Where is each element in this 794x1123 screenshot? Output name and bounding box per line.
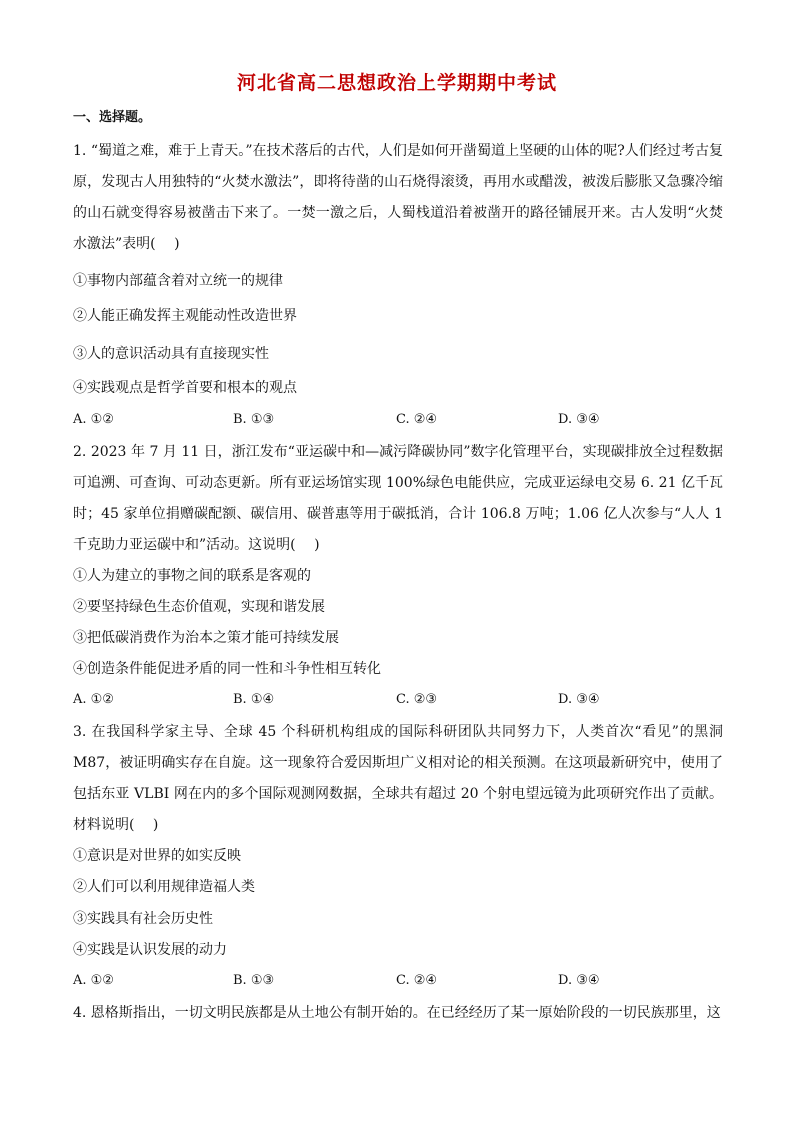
- answer-choice-b: B. ①③: [233, 973, 275, 988]
- question-2-option-2: ②要坚持绿色生态价值观，实现和谐发展: [73, 599, 325, 615]
- question-2-answers: [73, 690, 723, 710]
- section-heading: 一、选择题。: [73, 110, 152, 125]
- answer-choice-a: A. ①②: [73, 692, 114, 707]
- answer-choice-c: C. ②④: [396, 973, 438, 988]
- question-1-option-1: ①事物内部蕴含着对立统一的规律: [73, 273, 283, 289]
- question-3-option-3: ③实践具有社会历史性: [73, 911, 213, 927]
- question-3-option-1: ①意识是对世界的如实反映: [73, 848, 241, 864]
- answer-choice-c: C. ②④: [396, 412, 438, 427]
- question-4-stem: 4. 恩格斯指出，一切文明民族都是从土地公有制开始的。在已经经历了某一原始阶段的一切民族那里，这: [73, 1005, 721, 1021]
- question-2-option-1: ①人为建立的事物之间的联系是客观的: [73, 568, 311, 584]
- answer-choice-d: D. ③④: [558, 973, 600, 988]
- answer-choice-d: D. ③④: [558, 692, 600, 707]
- answer-choice-c: C. ②③: [396, 692, 438, 707]
- question-3-answers: [73, 971, 723, 991]
- question-2-option-4: ④创造条件能促进矛盾的同一性和斗争性相互转化: [73, 661, 381, 677]
- answer-choice-b: B. ①③: [233, 412, 275, 427]
- question-1-answers: [73, 410, 723, 430]
- question-3-option-4: ④实践是认识发展的动力: [73, 942, 227, 958]
- question-2-stem: 2. 2023 年 7 月 11 日，浙江发布“亚运碳中和—减污降碳协同”数字化管理平台，实现碳排放全过程数据可追溯、可查询、可动态更新。所有亚运场馆实现 100%绿色电能供应，完成亚运绿电交易 6. 21 亿千瓦时；45 家单位捐赠碳配额、碳信用、碳普惠等用于碳抵消，合计 106.8 万吨；1.06 亿人次参与“人人 1 千克助力亚运碳中和”活动。这说明( ): [73, 444, 723, 553]
- question-1-option-2: ②人能正确发挥主观能动性改造世界: [73, 308, 297, 324]
- answer-choice-d: D. ③④: [558, 412, 600, 427]
- answer-choice-b: B. ①④: [233, 692, 275, 707]
- question-3-option-2: ②人们可以利用规律造福人类: [73, 879, 255, 895]
- question-1-option-3: ③人的意识活动具有直接现实性: [73, 346, 269, 362]
- answer-choice-a: A. ①②: [73, 973, 114, 988]
- question-3-stem: 3. 在我国科学家主导、全球 45 个科研机构组成的国际科研团队共同努力下，人类首次“看见”的黑洞 M87，被证明确实存在自旋。这一现象符合爱因斯坦广义相对论的相关预测。在这项最新研究中，使用了包括东亚 VLBI 网在内的多个国际观测网数据，全球共有超过 20 个射电望远镜为此项研究作出了贡献。材料说明( ): [73, 724, 723, 833]
- question-1-stem: 1. “蜀道之难，难于上青天。”在技术落后的古代，人们是如何开凿蜀道上坚硬的山体的呢?人们经过考古复原，发现古人用独特的“火焚水激法”，即将待凿的山石烧得滚烫，再用水或醋泼，被泼后膨胀又急骤冷缩的山石就变得容易被凿击下来了。一焚一激之后，人蜀栈道沿着被凿开的路径铺展开来。古人发明“火焚水激法”表明( ): [73, 143, 723, 252]
- page-title: 河北省高二思想政治上学期期中考试: [236, 72, 557, 94]
- question-1-option-4: ④实践观点是哲学首要和根本的观点: [73, 380, 297, 396]
- answer-choice-a: A. ①②: [73, 412, 114, 427]
- question-2-option-3: ③把低碳消费作为治本之策才能可持续发展: [73, 630, 339, 646]
